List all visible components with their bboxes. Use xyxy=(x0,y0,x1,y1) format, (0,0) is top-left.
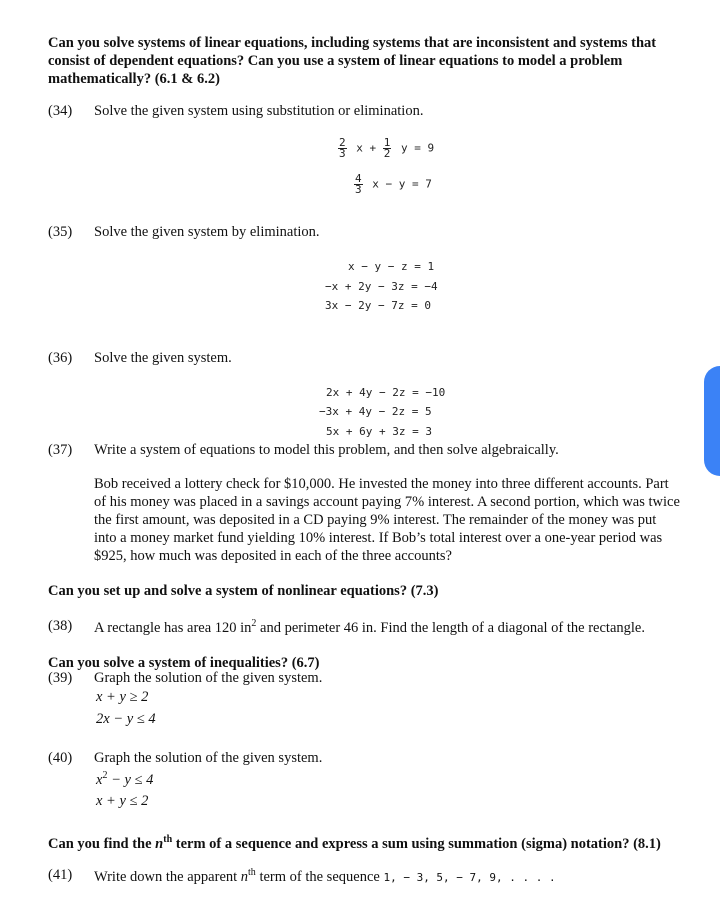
problem-number-35: (35) xyxy=(48,224,73,240)
problem-text-34: Solve the given system using substitution or elimination. xyxy=(94,103,424,119)
equation-34-1: $\frac{2}{3}$ x + $\frac{1}{2}$ y = 9 xyxy=(339,136,435,160)
equation-36-1: 2x + 4y − 2z = −10 xyxy=(326,386,446,399)
problem-number-40: (40) xyxy=(48,750,73,766)
superscript: 2 xyxy=(251,618,257,629)
fraction: $\frac{2}{3}$ xyxy=(339,136,346,160)
heading-line: mathematically? (6.1 & 6.2) xyxy=(48,71,220,87)
fraction: $\frac{4}{3}$ xyxy=(355,172,362,196)
fraction: $\frac{1}{2}$ xyxy=(383,136,391,160)
paragraph-line: Bob received a lottery check for $10,000. He invested the money into three different accounts. Part xyxy=(94,476,669,492)
word-problem-paragraph xyxy=(94,475,720,565)
equation-35-1: x − y − z = 1 xyxy=(348,260,435,273)
equation-35-2: −x + 2y − 3z = −4 xyxy=(325,280,438,293)
problem-number-39: (39) xyxy=(48,670,73,686)
problem-number-38: (38) xyxy=(48,618,73,634)
problem-number-34: (34) xyxy=(48,103,73,119)
paragraph-line: of his money was placed in a savings account paying 7% interest. A second portion, which was twice xyxy=(94,494,680,510)
paragraph-line: into a money market fund yielding 10% interest. If Bob’s total interest over a one-year period was xyxy=(94,530,663,546)
problem-text-36: Solve the given system. xyxy=(94,350,232,366)
problem-number-37: (37) xyxy=(48,442,73,458)
paragraph-line: $925, how much was deposited in each of the three accounts? xyxy=(94,548,452,564)
equation-36-2: −3x + 4y − 2z = 5 xyxy=(319,405,432,418)
sequence-terms: 1, − 3, 5, − 7, 9, . . . . xyxy=(383,870,556,884)
heading-line: Can you solve systems of linear equations, including systems that are inconsistent and systems that xyxy=(48,35,657,51)
superscript: 2 xyxy=(102,770,108,781)
inequality-39-2: 2x − y ≤ 4 xyxy=(96,711,156,727)
inequality-40-2: x + y ≤ 2 xyxy=(96,793,149,809)
section-heading-linear-systems xyxy=(48,34,656,88)
equation-36-3: 5x + 6y + 3z = 3 xyxy=(326,425,432,438)
side-tab[interactable] xyxy=(704,366,720,476)
inequality-40-1: $x^2 - y \le 4$ xyxy=(96,770,154,788)
problem-text-37: Write a system of equations to model this problem, and then solve algebraically. xyxy=(94,442,559,458)
problem-text-38: A rectangle has area 120 $in^2$ and perimeter 46 in. Find the length of a diagonal of the rectangle. xyxy=(94,618,645,636)
equation-34-2: $\frac{4}{3}$ x − y = 7 xyxy=(355,172,432,196)
section-heading-nonlinear: Can you set up and solve a system of nonlinear equations? (7.3) xyxy=(48,583,439,599)
problem-text-35: Solve the given system by elimination. xyxy=(94,224,320,240)
problem-text-40: Graph the solution of the given system. xyxy=(94,750,323,766)
equation-35-3: 3x − 2y − 7z = 0 xyxy=(325,299,431,312)
problem-text-39: Graph the solution of the given system. xyxy=(94,670,323,686)
problem-text-41: Write down the apparent $n^{th}$ term of the sequence 1, − 3, 5, − 7, 9, . . . . xyxy=(94,867,556,885)
paragraph-line: the first amount, was deposited in a CD paying 9% interest. The remainder of the money was put xyxy=(94,512,657,528)
section-heading-inequalities: Can you solve a system of inequalities? (6.7) xyxy=(48,655,320,671)
section-heading-sequences: Can you find the $n^{th}$ term of a sequence and express a sum using summation (sigma) notation? (8.1) xyxy=(48,834,661,852)
inequality-39-1: x + y ≥ 2 xyxy=(96,689,149,705)
problem-number-36: (36) xyxy=(48,350,73,366)
heading-line: consist of dependent equations? Can you use a system of linear equations to model a problem xyxy=(48,53,623,69)
problem-number-41: (41) xyxy=(48,867,73,883)
